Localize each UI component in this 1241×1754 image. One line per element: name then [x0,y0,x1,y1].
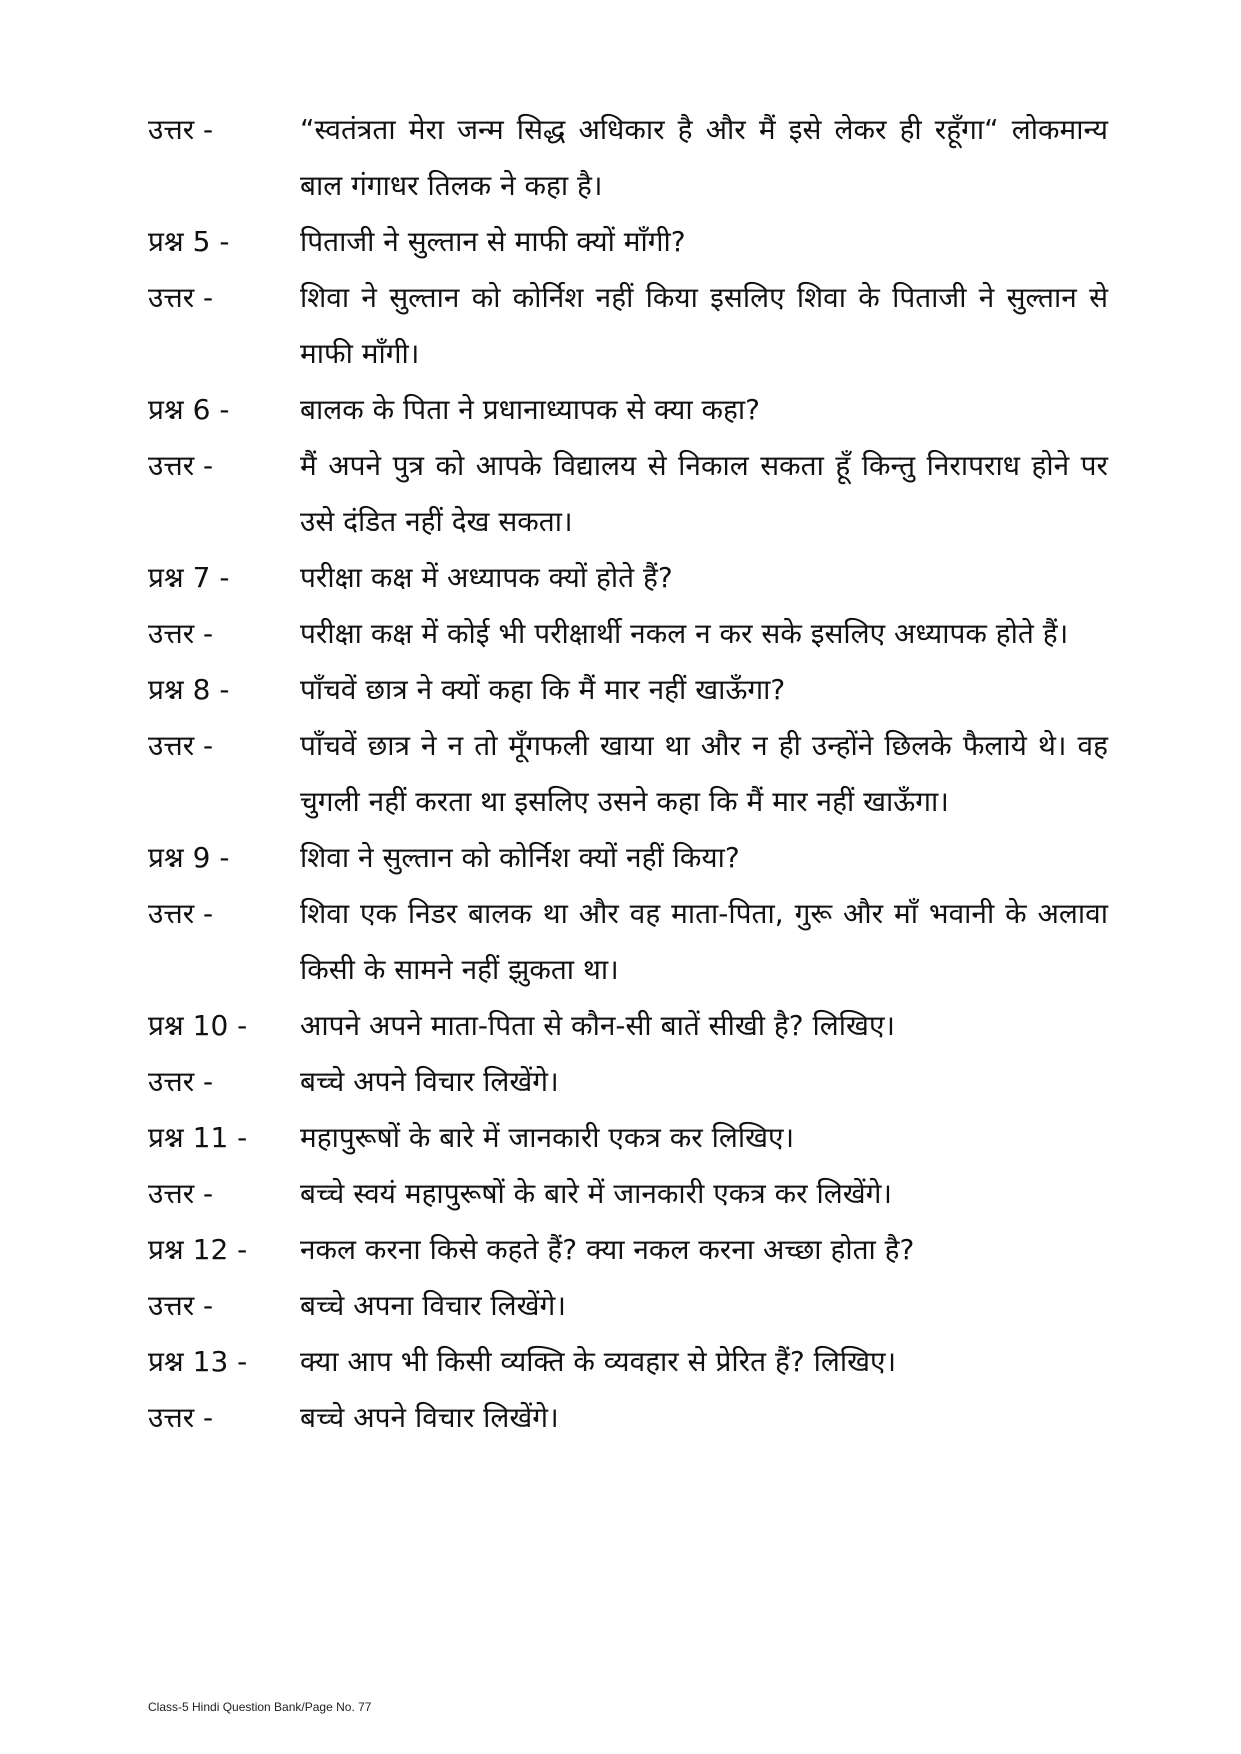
answer-text: “स्वतंत्रता मेरा जन्म सिद्ध अधिकार है और मैं इसे लेकर ही रहूँगा“ लोकमान्य बाल गंगाधर तिलक ने कहा है। [300,113,1108,202]
question-row [148,382,1108,438]
question-row [148,662,1108,718]
answer-row [148,1278,1108,1334]
answer-label: उत्तर - [148,729,214,762]
answer-label: उत्तर - [148,897,214,930]
answer-row [148,1166,1108,1222]
answer-row [148,718,1108,830]
question-text: पिताजी ने सुल्तान से माफी क्यों माँगी? [300,225,686,258]
answer-label: उत्तर - [148,1289,214,1322]
answer-text: बच्चे अपने विचार लिखेंगे। [300,1065,559,1098]
question-label: प्रश्न 12 - [148,1233,248,1266]
answer-text: मैं अपने पुत्र को आपके विद्यालय से निकाल सकता हूँ किन्तु निरापराध होने पर उसे दंडित नहीं देख सकता। [300,449,1108,538]
question-row [148,998,1108,1054]
question-label: प्रश्न 6 - [148,393,230,426]
answer-text: बच्चे अपने विचार लिखेंगे। [300,1401,559,1434]
question-row [148,1110,1108,1166]
answer-text: शिवा एक निडर बालक था और वह माता-पिता, गुरू और माँ भवानी के अलावा किसी के सामने नहीं झुकता था। [300,897,1108,986]
answer-label: उत्तर - [148,1401,214,1434]
question-label: प्रश्न 8 - [148,673,230,706]
question-row [148,214,1108,270]
answer-label: उत्तर - [148,1177,214,1210]
answer-text: बच्चे अपना विचार लिखेंगे। [300,1289,566,1322]
page-footer: Class-5 Hindi Question Bank/Page No. 77 [148,1700,372,1714]
question-text: परीक्षा कक्ष में अध्यापक क्यों होते हैं? [300,561,673,594]
question-text: आपने अपने माता-पिता से कौन-सी बातें सीखी है? लिखिए। [300,1009,896,1042]
answer-row [148,886,1108,998]
answer-text: शिवा ने सुल्तान को कोर्निश नहीं किया इसलिए शिवा के पिताजी ने सुल्तान से माफी माँगी। [300,281,1108,370]
answer-label: उत्तर - [148,281,214,314]
question-row [148,1222,1108,1278]
question-answer-list [148,102,1108,1446]
question-row [148,550,1108,606]
question-text: नकल करना किसे कहते हैं? क्या नकल करना अच्छा होता है? [300,1233,915,1266]
question-label: प्रश्न 9 - [148,841,230,874]
answer-row [148,606,1108,662]
question-text: बालक के पिता ने प्रधानाध्यापक से क्या कहा? [300,393,760,426]
answer-label: उत्तर - [148,449,214,482]
answer-label: उत्तर - [148,617,214,650]
answer-text: बच्चे स्वयं महापुरूषों के बारे में जानकारी एकत्र कर लिखेंगे। [300,1177,892,1210]
question-text: क्या आप भी किसी व्यक्ति के व्यवहार से प्रेरित हैं? लिखिए। [300,1345,897,1378]
question-text: पाँचवें छात्र ने क्यों कहा कि मैं मार नहीं खाऊँगा? [300,673,786,706]
question-label: प्रश्न 13 - [148,1345,248,1378]
question-row [148,1334,1108,1390]
question-text: शिवा ने सुल्तान को कोर्निश क्यों नहीं किया? [300,841,740,874]
answer-text: परीक्षा कक्ष में कोई भी परीक्षार्थी नकल न कर सके इसलिए अध्यापक होते हैं। [300,617,1069,650]
answer-text: पाँचवें छात्र ने न तो मूँगफली खाया था और न ही उन्होंने छिलके फैलाये थे। वह चुगली नहीं करता था इसलिए उसने कहा कि मैं मार नहीं खाऊँगा। [300,729,1108,818]
question-text: महापुरूषों के बारे में जानकारी एकत्र कर लिखिए। [300,1121,795,1154]
answer-row [148,1054,1108,1110]
answer-row [148,270,1108,382]
question-label: प्रश्न 11 - [148,1121,248,1154]
question-label: प्रश्न 7 - [148,561,230,594]
question-row [148,830,1108,886]
answer-row [148,1390,1108,1446]
answer-label: उत्तर - [148,1065,214,1098]
answer-row [148,438,1108,550]
question-label: प्रश्न 10 - [148,1009,248,1042]
question-label: प्रश्न 5 - [148,225,230,258]
answer-label: उत्तर - [148,113,214,146]
answer-row [148,102,1108,214]
